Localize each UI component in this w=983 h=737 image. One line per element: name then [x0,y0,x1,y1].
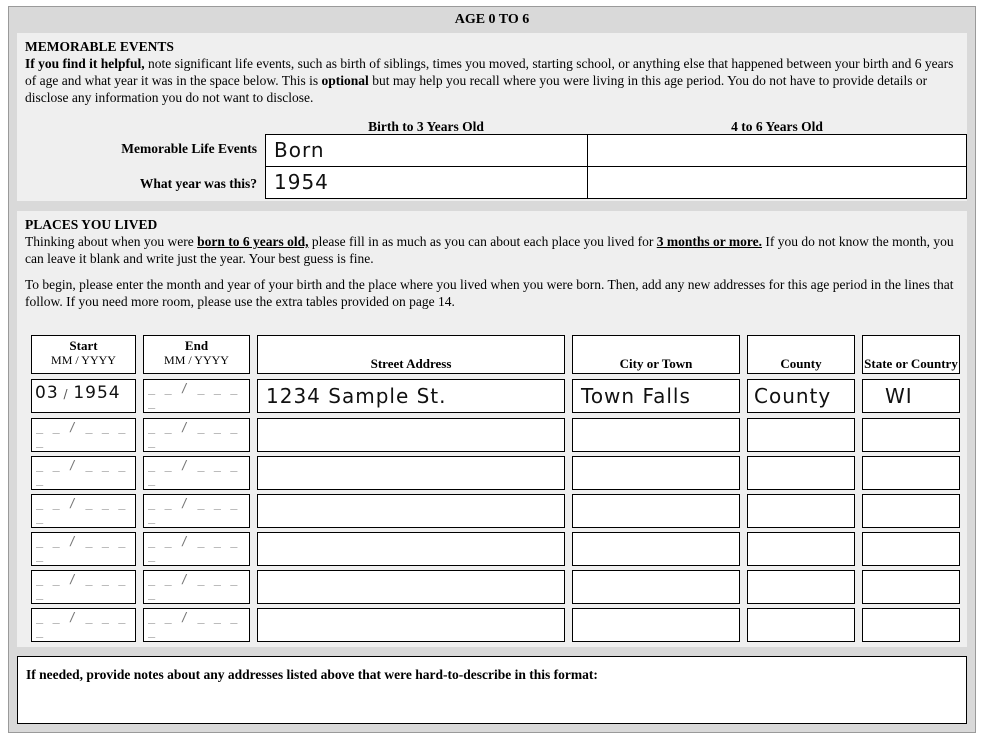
row-5-end-placeholder: _ _ / _ _ _ _ [148,534,239,562]
row-1-street-value: 1234 Sample St. [266,384,447,408]
row-4-start-placeholder: _ _ / _ _ _ _ [36,496,127,524]
row-6-start-field[interactable] [31,570,136,604]
row-7-end-placeholder: _ _ / _ _ _ _ [148,610,239,638]
row-7-start-field[interactable] [31,608,136,642]
memorable-events-section [17,33,967,201]
row-3-start-field[interactable] [31,456,136,490]
places-heading: PLACES YOU LIVED [25,217,158,232]
places-intro-2: To begin, please enter the month and year of your birth and the place where you lived when you were born. Then, add any new addresses for this age period in the lines that follow. If you need more room, please use the extra tables provided on page 14. [25,277,954,309]
events-birth-3-field[interactable] [265,134,588,167]
row-5-start-placeholder: _ _ / _ _ _ _ [36,534,127,562]
events-4-6-field[interactable] [587,134,967,167]
start-label: Start [69,338,98,353]
row-6-end-field[interactable] [143,570,250,604]
events-birth-3-value: Born [274,138,325,162]
row-2-start-placeholder: _ _ / _ _ _ _ [36,420,127,448]
row-4-street-field[interactable] [257,494,565,528]
row-6-end-placeholder: _ _ / _ _ _ _ [148,572,239,600]
row-5-state-field[interactable] [862,532,960,566]
places-intro-1 [25,233,961,267]
row-1-start-value: 03 / 1954 [35,383,121,403]
row-1-city-value: Town Falls [581,384,691,408]
col-header-county: County [747,335,855,374]
row-2-end-placeholder: _ _ / _ _ _ _ [148,420,239,448]
year-birth-3-field[interactable] [265,166,588,199]
row-1-end-placeholder: _ _ / _ _ _ _ [148,381,239,409]
row-4-end-placeholder: _ _ / _ _ _ _ [148,496,239,524]
row-1-county-field[interactable] [747,379,855,413]
year-row-label: What year was this? [139,176,257,191]
row-1-start-year: 1954 [73,383,121,403]
row-2-state-field[interactable] [862,418,960,452]
col-header-city: City or Town [572,335,740,374]
places-intro-duration: 3 months or more. [656,234,762,249]
year-birth-3-value: 1954 [274,170,329,194]
row-1-start-month: 03 [35,383,59,403]
page-title: AGE 0 TO 6 [454,12,530,27]
year-4-6-field[interactable] [587,166,967,199]
col-header-street: Street Address [257,335,565,374]
row-3-city-field[interactable] [572,456,740,490]
row-2-city-field[interactable] [572,418,740,452]
row-4-county-field[interactable] [747,494,855,528]
places-intro-1b: please fill in as much as you can about each place you lived for [308,234,657,249]
row-1-end-field[interactable] [143,379,250,413]
row-5-street-field[interactable] [257,532,565,566]
row-3-start-placeholder: _ _ / _ _ _ _ [36,458,127,486]
row-3-end-field[interactable] [143,456,250,490]
row-7-start-placeholder: _ _ / _ _ _ _ [36,610,127,638]
row-2-start-field[interactable] [31,418,136,452]
end-label: End [184,338,209,353]
row-6-street-field[interactable] [257,570,565,604]
row-6-city-field[interactable] [572,570,740,604]
row-1-state-value: WI [885,384,913,408]
intro-text-1: note significant life events, such as birth of siblings, times you moved, starting school, or anything else that happened between your birth and 6 years of age and what year it was in the space below. This is [25,56,954,88]
notes-label: If needed, provide notes about any addresses listed above that were hard-to-describe in this format: [26,667,598,682]
places-intro-1c: If you do not know the month, you can leave it blank and write just the year. Your best guess is fine. [25,234,954,266]
intro-text-2: but may help you recall where you were living in this age period. You do not have to provide details or disclose any information you do not want to disclose. [25,73,928,105]
end-format: MM / YYYY [164,353,229,367]
row-3-street-field[interactable] [257,456,565,490]
row-2-county-field[interactable] [747,418,855,452]
row-5-end-field[interactable] [143,532,250,566]
row-3-county-field[interactable] [747,456,855,490]
row-5-start-field[interactable] [31,532,136,566]
places-intro-1a: Thinking about when you were [25,234,198,249]
col-header-end [143,335,250,374]
row-4-end-field[interactable] [143,494,250,528]
row-1-start-field[interactable] [31,379,136,413]
row-4-city-field[interactable] [572,494,740,528]
memorable-events-intro [25,55,961,106]
row-7-state-field[interactable] [862,608,960,642]
col-header-start [31,335,136,374]
events-col-header-birth-3: Birth to 3 Years Old [368,119,484,134]
row-6-county-field[interactable] [747,570,855,604]
row-2-end-field[interactable] [143,418,250,452]
address-notes-field[interactable] [17,656,967,724]
intro-optional: optional [321,73,369,88]
row-7-county-field[interactable] [747,608,855,642]
row-1-state-field[interactable] [862,379,960,413]
places-lived-section [17,211,967,647]
row-7-city-field[interactable] [572,608,740,642]
row-5-city-field[interactable] [572,532,740,566]
row-4-start-field[interactable] [31,494,136,528]
row-7-street-field[interactable] [257,608,565,642]
row-2-street-field[interactable] [257,418,565,452]
row-1-city-field[interactable] [572,379,740,413]
row-6-state-field[interactable] [862,570,960,604]
intro-bold: If you find it helpful, [25,56,145,71]
row-3-end-placeholder: _ _ / _ _ _ _ [148,458,239,486]
events-row-label: Memorable Life Events [121,141,257,156]
row-4-state-field[interactable] [862,494,960,528]
row-3-state-field[interactable] [862,456,960,490]
row-1-county-value: County [754,384,832,408]
row-6-start-placeholder: _ _ / _ _ _ _ [36,572,127,600]
row-5-county-field[interactable] [747,532,855,566]
start-format: MM / YYYY [51,353,116,367]
row-1-street-field[interactable] [257,379,565,413]
row-7-end-field[interactable] [143,608,250,642]
events-col-header-4-6: 4 to 6 Years Old [731,119,823,134]
form-page [8,6,976,733]
memorable-events-heading: MEMORABLE EVENTS [25,39,174,54]
col-header-state: State or Country [862,335,960,374]
places-intro-age-range: born to 6 years old, [197,234,309,249]
